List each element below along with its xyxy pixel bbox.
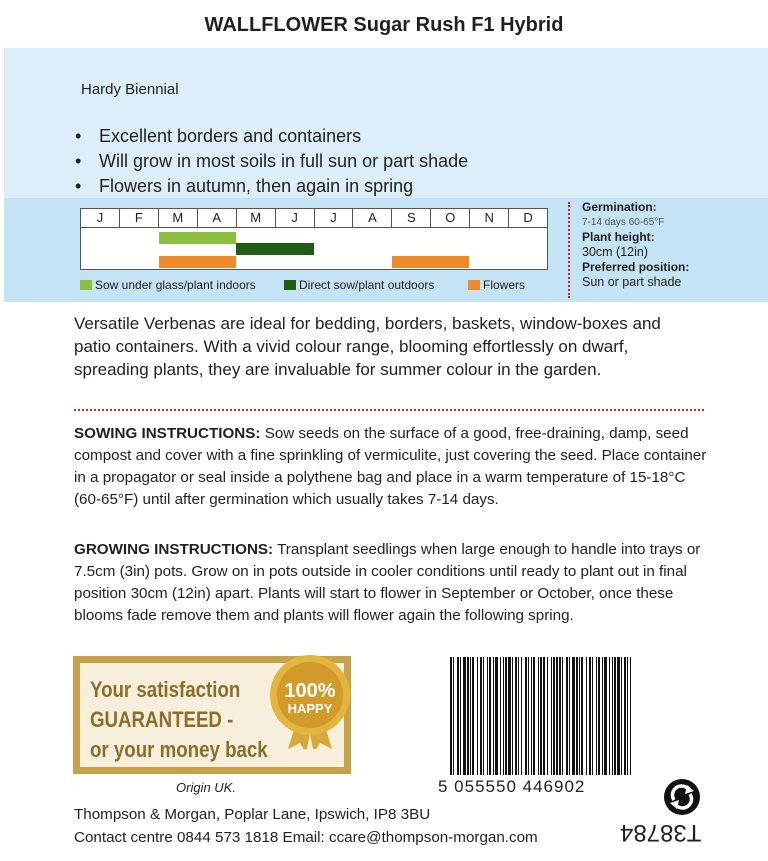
product-code: T38784	[620, 819, 702, 846]
calendar-months	[81, 209, 547, 228]
height-label: Plant height:	[582, 230, 655, 244]
month-4: M	[236, 209, 275, 227]
feature-list	[75, 124, 468, 199]
month-8: S	[391, 209, 430, 227]
month-1: F	[119, 209, 158, 227]
month-6: J	[314, 209, 353, 227]
sowing-calendar	[80, 208, 548, 270]
guarantee-seal-icon	[262, 653, 358, 749]
position-label: Preferred position:	[582, 260, 690, 274]
calendar-bar-sow_indoors	[159, 232, 237, 244]
growing-info	[582, 200, 689, 290]
company-address	[74, 803, 538, 849]
barcode-number: 5 055550 446902	[438, 777, 586, 796]
month-0: J	[96, 210, 104, 225]
barcode-image	[450, 657, 636, 775]
legend-flowers: Flowers	[468, 278, 525, 292]
feature-item: • Will grow in most soils in full sun or part shade	[75, 151, 469, 171]
seal-percent: 100%	[284, 680, 336, 702]
month-11: D	[508, 209, 547, 227]
month-5: J	[275, 209, 314, 227]
calendar-bar-direct_sow	[236, 243, 314, 255]
calendar-bar-flowers	[392, 256, 470, 268]
month-3: A	[197, 209, 236, 227]
legend-sow-indoors: Sow under glass/plant indoors	[80, 278, 256, 292]
feature-item: • Flowers in autumn, then again in spring	[75, 176, 414, 196]
guarantee-line-1: Your satisfaction	[90, 677, 241, 702]
legend-direct-sow: Direct sow/plant outdoors	[284, 278, 434, 292]
product-title: WALLFLOWER Sugar Rush F1 Hybrid	[204, 14, 564, 36]
month-2: M	[158, 209, 197, 227]
month-7: A	[352, 209, 391, 227]
guarantee-line-3: or your money back	[90, 737, 268, 762]
contact-line: Contact centre 0844 573 1818 Email: ccare@thompson-morgan.com	[74, 829, 538, 846]
divider-vertical	[568, 202, 570, 298]
divider-horizontal	[74, 409, 704, 411]
sowing-instructions: SOWING INSTRUCTIONS: Sow seeds on the surface of a good, free-draining, damp, seed compost and cover with a fine sprinkling of vermiculite, just covering the seed. Place container in a propagator or seal inside a polythene bag and place in a warm temperature of 15-18°C (60-65°F) until after germination which usually takes 7-14 days.	[74, 425, 707, 508]
intro-text: Versatile Verbenas are ideal for bedding, borders, baskets, window-boxes and patio containers. With a vivid colour range, blooming effortlessly on dwarf, spreading plants, they are invaluable for summer colour in the garden.	[74, 314, 661, 379]
recycle-icon	[663, 778, 701, 816]
month-9: O	[430, 209, 469, 227]
growing-instructions: GROWING INSTRUCTIONS: Transplant seedlings when large enough to handle into trays or 7.5cm (3in) pots. Grow on in pots outside in cooler conditions until ready to plant out in final position 30cm (12in) apart. Plants will start to flower in September or October, once these blooms fade remove them and plants will flower again the following spring.	[74, 541, 701, 624]
guarantee-line-2: GUARANTEED -	[90, 707, 234, 732]
height-value: 30cm (12in)	[582, 245, 648, 259]
month-10: N	[469, 209, 508, 227]
germination-value: 7-14 days 60-65°F	[582, 217, 665, 228]
germination-label: Germination:	[582, 200, 657, 214]
origin-text: Origin UK.	[176, 780, 236, 795]
seal-word: HAPPY	[287, 701, 333, 716]
calendar-bar-flowers	[159, 256, 237, 268]
plant-type: Hardy Biennial	[81, 81, 179, 98]
address-line: Thompson & Morgan, Poplar Lane, Ipswich, IP8 3BU	[74, 806, 431, 823]
position-value: Sun or part shade	[582, 275, 682, 289]
feature-item: • Excellent borders and containers	[75, 126, 362, 146]
